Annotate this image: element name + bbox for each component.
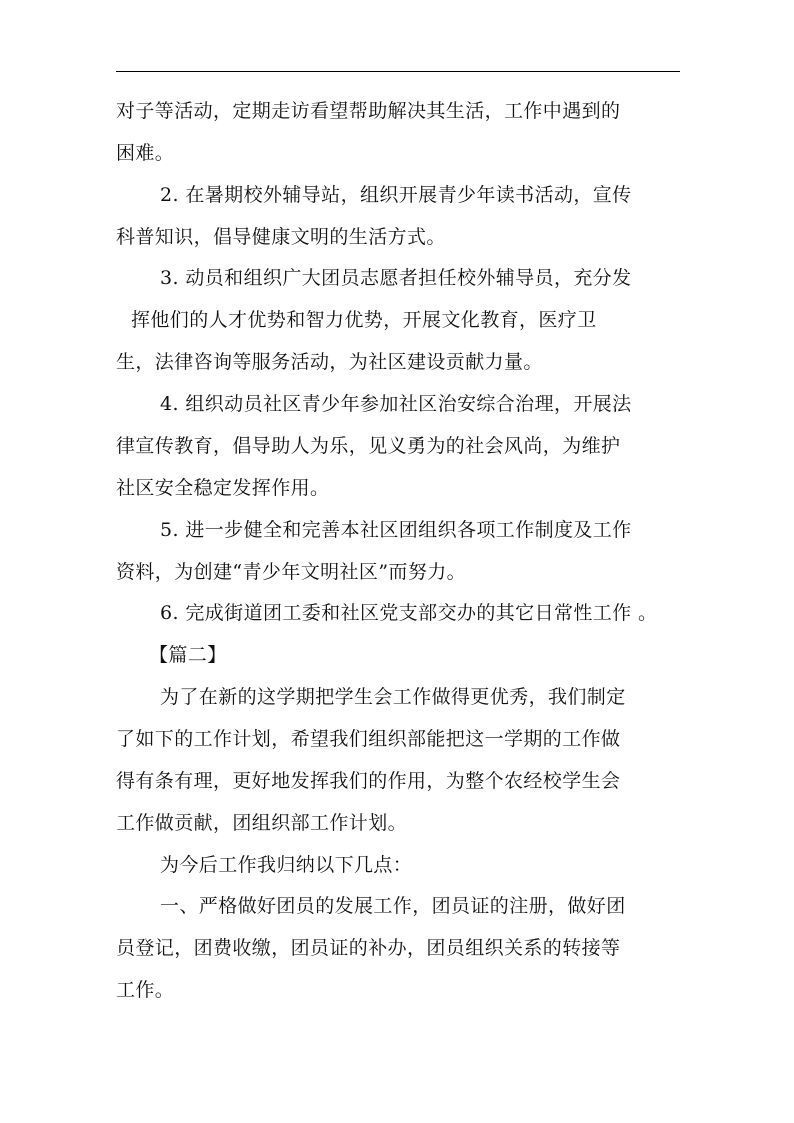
text-line: 生，法律咨询等服务活动，为社区建设贡献力量。 <box>116 351 543 373</box>
text-line: 工作。 <box>116 979 175 1001</box>
text-line: 科普知识，倡导健康文明的生活方式。 <box>116 226 446 248</box>
text-line: 资料，为创建“青少年文明社区”而努力。 <box>116 561 467 583</box>
text-line: 了如下的工作计划，希望我们组织部能把这一学期的工作做 <box>116 728 621 750</box>
text-line: 3. 动员和组织广大团员志愿者担任校外辅导员，充分发 <box>160 267 632 289</box>
text-line: 社区安全稳定发挥作用。 <box>116 477 330 499</box>
text-line: 2. 在暑期校外辅导站，组织开展青少年读书活动，宣传 <box>160 184 632 206</box>
text-line: 一、严格做好团员的发展工作，团员证的注册，做好团 <box>160 895 626 917</box>
text-line: 为今后工作我归纳以下几点： <box>160 854 413 876</box>
text-line: 挥他们的人才优势和智力优势，开展文化教育，医疗卫 <box>131 309 597 331</box>
text-line: 4. 组织动员社区青少年参加社区治安综合治理，开展法 <box>160 393 632 415</box>
text-line: 6. 完成街道团工委和社区党支部交办的其它日常性工作 。 <box>160 602 658 624</box>
text-line: 5. 进一步健全和完善本社区团组织各项工作制度及工作 <box>160 519 632 541</box>
text-line: 得有条有理，更好地发挥我们的作用，为整个农经校学生会 <box>116 770 621 792</box>
text-line: 为了在新的这学期把学生会工作做得更优秀，我们制定 <box>160 686 626 708</box>
section-heading: 【篇二】 <box>149 644 227 666</box>
header-rule <box>116 71 680 72</box>
text-line: 律宣传教育，倡导助人为乐，见义勇为的社会风尚，为维护 <box>116 435 621 457</box>
text-line: 员登记，团费收缴，团员证的补办，团员组织关系的转接等 <box>116 937 621 959</box>
text-line: 困难。 <box>116 142 175 164</box>
text-line: 工作做贡献，团组织部工作计划。 <box>116 812 408 834</box>
text-line: 对子等活动，定期走访看望帮助解决其生活，工作中遇到的 <box>116 100 621 122</box>
